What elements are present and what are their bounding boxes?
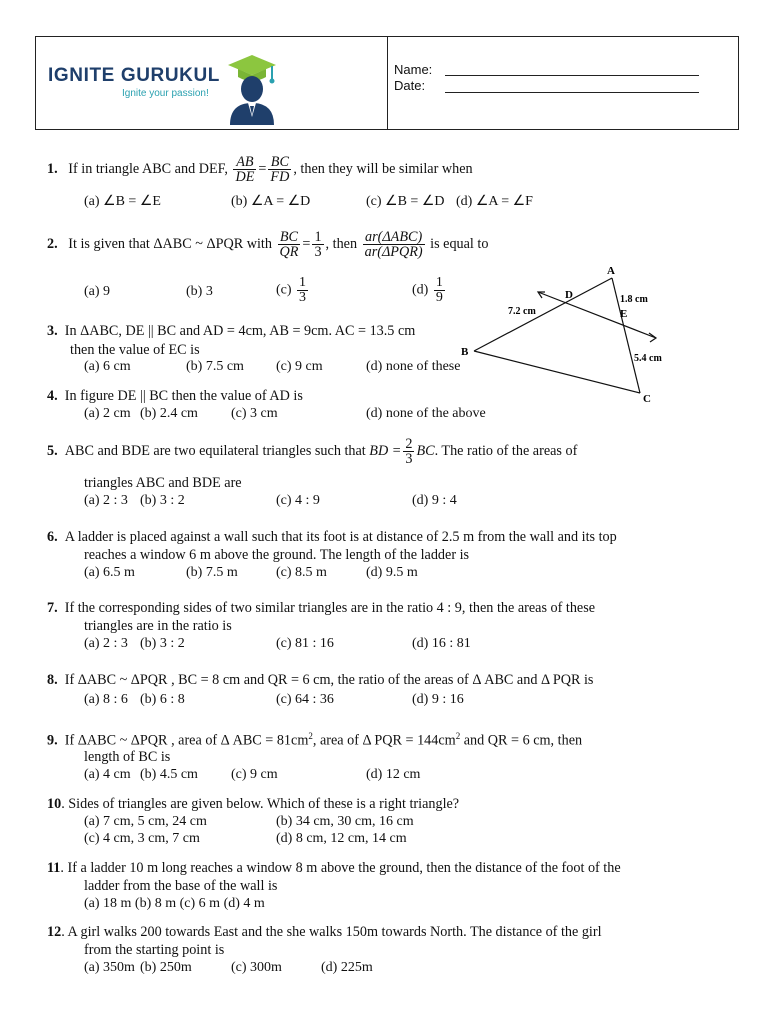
options-row[interactable]: (a) 18 m (b) 8 m (c) 6 m (d) 4 m — [84, 896, 265, 911]
option-d[interactable]: (d) 16 : 81 — [412, 636, 471, 651]
length-ec: 5.4 cm — [634, 353, 662, 364]
numerator: 1 — [299, 275, 307, 290]
question-number: 7. — [47, 600, 58, 616]
question-text: If in triangle ABC and DEF, — [68, 160, 228, 177]
option-d[interactable]: (d) none of these — [366, 359, 461, 374]
question-text-tail: . The ratio of the areas of — [434, 442, 578, 459]
numerator: 1 — [435, 275, 443, 290]
option-b[interactable]: (b) ∠A = ∠D — [231, 194, 311, 209]
question-5-line2: triangles ABC and BDE are — [84, 475, 242, 491]
exponent: 2 — [308, 731, 313, 741]
question-number: 6. — [47, 529, 58, 545]
question-text: If ΔABC ~ ΔPQR , area of Δ ABC = 81cm — [64, 732, 309, 749]
length-bd: 7.2 cm — [508, 306, 536, 317]
option-b[interactable]: (b) 2.4 cm — [140, 406, 198, 421]
option-c[interactable]: (c) 9 cm — [231, 767, 278, 782]
option-a[interactable]: (a) 2 cm — [84, 406, 131, 421]
fraction — [278, 230, 301, 259]
question-text: . Sides of triangles are given below. Which of these is a right triangle? — [61, 796, 460, 812]
numerator: BC — [279, 229, 299, 245]
arrow-right-icon — [649, 333, 656, 342]
header-box — [35, 36, 739, 130]
date-field[interactable] — [445, 92, 699, 93]
question-6 — [47, 529, 617, 546]
question-number: 3. — [47, 323, 58, 339]
option-c[interactable]: (c) 9 cm — [276, 359, 323, 374]
equals: = — [302, 235, 311, 252]
question-3-line2: then the value of EC is — [70, 342, 200, 358]
question-text: It is given that ΔABC ~ ΔPQR with — [68, 235, 272, 252]
option-c[interactable]: (c) 4 cm, 3 cm, 7 cm — [84, 831, 200, 846]
denominator: DE — [235, 169, 255, 185]
option-b[interactable]: (b) 7.5 m — [186, 565, 238, 580]
question-text: If ΔABC ~ ΔPQR , BC = 8 cm and QR = 6 cm, the ratio of the areas of Δ ABC and Δ PQR is — [64, 672, 594, 688]
option-c[interactable] — [276, 276, 310, 305]
fraction — [268, 155, 291, 184]
question-9 — [47, 728, 582, 750]
point-e: E — [620, 308, 628, 320]
length-ae: 1.8 cm — [620, 294, 648, 305]
option-d[interactable]: (d) 12 cm — [366, 767, 421, 782]
question-number: 11 — [47, 860, 61, 876]
option-label: (c) — [276, 282, 292, 298]
denominator: 3 — [299, 290, 307, 305]
question-text-tail: is equal to — [430, 235, 489, 252]
question-number: 10 — [47, 796, 62, 812]
brand-name: IGNITE GURUKUL — [48, 65, 221, 86]
side-bc — [474, 351, 640, 393]
option-d[interactable]: (d) none of the above — [366, 406, 486, 421]
question-6-line2: reaches a window 6 m above the ground. The length of the ladder is — [84, 547, 470, 563]
option-a[interactable]: (a) 2 : 3 — [84, 493, 128, 508]
option-b[interactable]: (b) 3 : 2 — [140, 493, 185, 508]
option-a[interactable]: (a) 7 cm, 5 cm, 24 cm — [84, 814, 207, 829]
question-12-line2: from the starting point is — [84, 942, 225, 958]
name-field[interactable] — [445, 75, 699, 76]
option-c[interactable]: (c) 4 : 9 — [276, 493, 320, 508]
question-number: 8. — [47, 672, 58, 688]
triangle-sides — [474, 278, 640, 393]
question-1 — [47, 155, 473, 184]
option-b[interactable]: (b) 3 — [186, 284, 213, 299]
question-11 — [47, 860, 621, 877]
question-2 — [47, 230, 488, 259]
date-label: Date: — [394, 78, 426, 93]
option-b[interactable]: (b) 3 : 2 — [140, 636, 185, 651]
denominator: QR — [279, 244, 299, 260]
denominator: 3 — [314, 244, 322, 260]
fraction — [297, 276, 308, 305]
fraction — [363, 230, 425, 259]
header-divider — [387, 37, 388, 129]
fraction — [403, 437, 414, 466]
question-9-line2: length of BC is — [84, 749, 171, 765]
numerator: 2 — [405, 436, 413, 452]
graduate-logo-icon — [222, 51, 278, 125]
option-d[interactable]: (d) 8 cm, 12 cm, 14 cm — [276, 831, 407, 846]
question-4 — [47, 388, 303, 405]
denominator: 3 — [405, 451, 413, 467]
option-c[interactable]: (c) ∠B = ∠D — [366, 194, 445, 209]
question-text-mid: , then — [325, 235, 358, 252]
vertex-b: B — [461, 346, 469, 358]
question-7-line2: triangles are in the ratio is — [84, 618, 232, 634]
question-12 — [47, 924, 602, 941]
question-10 — [47, 796, 459, 813]
side-ab — [474, 278, 612, 351]
option-a[interactable]: (a) 6 cm — [84, 359, 131, 374]
question-text: A ladder is placed against a wall such that its foot is at distance of 2.5 m from the wall and its top — [64, 529, 617, 545]
numerator: ar(ΔABC) — [365, 229, 423, 245]
option-b[interactable]: (b) 4.5 cm — [140, 767, 198, 782]
denominator: ar(ΔPQR) — [364, 244, 423, 260]
option-d[interactable] — [412, 276, 447, 305]
question-text-tail: , then they will be similar when — [293, 160, 473, 177]
question-11-line2: ladder from the base of the wall is — [84, 878, 278, 894]
option-b[interactable]: (b) 6 : 8 — [140, 692, 185, 707]
question-text: . A girl walks 200 towards East and the she walks 150m towards North. The distance of the girl — [61, 924, 602, 940]
vertex-c: C — [643, 393, 651, 405]
point-d: D — [565, 289, 573, 301]
equals: = — [258, 160, 267, 177]
denominator: FD — [270, 169, 290, 185]
question-text: In ΔABC, DE || BC and AD = 4cm, AB = 9cm. AC = 13.5 cm — [64, 323, 416, 339]
question-5 — [47, 437, 577, 466]
option-a[interactable]: (a) 6.5 m — [84, 565, 135, 580]
option-d[interactable]: (d) 9 : 4 — [412, 493, 457, 508]
option-c[interactable]: (c) 8.5 m — [276, 565, 327, 580]
question-number: 5. — [47, 442, 58, 459]
option-b[interactable]: (b) 7.5 cm — [186, 359, 244, 374]
option-c[interactable]: (c) 64 : 36 — [276, 692, 334, 707]
question-number: 2. — [47, 235, 58, 252]
fraction — [434, 276, 445, 305]
question-7 — [47, 600, 595, 617]
fraction — [312, 230, 323, 259]
question-3 — [47, 323, 415, 340]
option-a[interactable]: (a) 4 cm — [84, 767, 131, 782]
question-number: 12 — [47, 924, 62, 940]
question-text: , area of Δ PQR = 144cm — [312, 732, 456, 749]
option-a[interactable]: (a) 9 — [84, 284, 111, 299]
name-label: Name: — [394, 62, 433, 77]
question-text: In figure DE || BC then the value of AD is — [64, 388, 303, 404]
denominator: 9 — [435, 290, 443, 305]
question-number: 1. — [47, 160, 58, 177]
numerator: AB — [236, 154, 254, 170]
option-a[interactable]: (a) ∠B = ∠E — [84, 194, 161, 209]
equation-lhs: BD = — [369, 442, 402, 459]
question-8 — [47, 672, 593, 689]
option-b[interactable]: (b) 34 cm, 30 cm, 16 cm — [276, 814, 414, 829]
option-label: (d) — [412, 282, 429, 298]
question-text: If the corresponding sides of two similar triangles are in the ratio 4 : 9, then the areas of these — [64, 600, 596, 616]
option-d[interactable]: (d) 9.5 m — [366, 565, 418, 580]
option-d[interactable]: (d) 225m — [321, 960, 373, 975]
question-text: . If a ladder 10 m long reaches a window 8 m above the ground, then the distance of the foot of the — [60, 860, 621, 876]
question-number: 9. — [47, 732, 58, 749]
exponent: 2 — [455, 731, 461, 741]
option-a[interactable]: (a) 350m — [84, 960, 135, 975]
triangle-figure — [460, 262, 680, 412]
option-b[interactable]: (b) 250m — [140, 960, 192, 975]
option-a[interactable]: (a) 2 : 3 — [84, 636, 128, 651]
equation-rhs: BC — [416, 442, 435, 459]
brand-tagline: Ignite your passion! — [122, 88, 209, 99]
fraction — [233, 155, 256, 184]
option-a[interactable]: (a) 8 : 6 — [84, 692, 128, 707]
numerator: 1 — [314, 229, 322, 245]
option-d[interactable]: (d) 9 : 16 — [412, 692, 464, 707]
question-number: 4. — [47, 388, 58, 404]
option-c[interactable]: (c) 81 : 16 — [276, 636, 334, 651]
numerator: BC — [270, 154, 289, 170]
option-c[interactable]: (c) 3 cm — [231, 406, 278, 421]
question-text: ABC and BDE are two equilateral triangles such that — [64, 442, 366, 459]
vertex-a: A — [607, 265, 615, 277]
question-text: and QR = 6 cm, then — [460, 732, 583, 749]
option-d[interactable]: (d) ∠A = ∠F — [456, 194, 533, 209]
option-c[interactable]: (c) 300m — [231, 960, 282, 975]
